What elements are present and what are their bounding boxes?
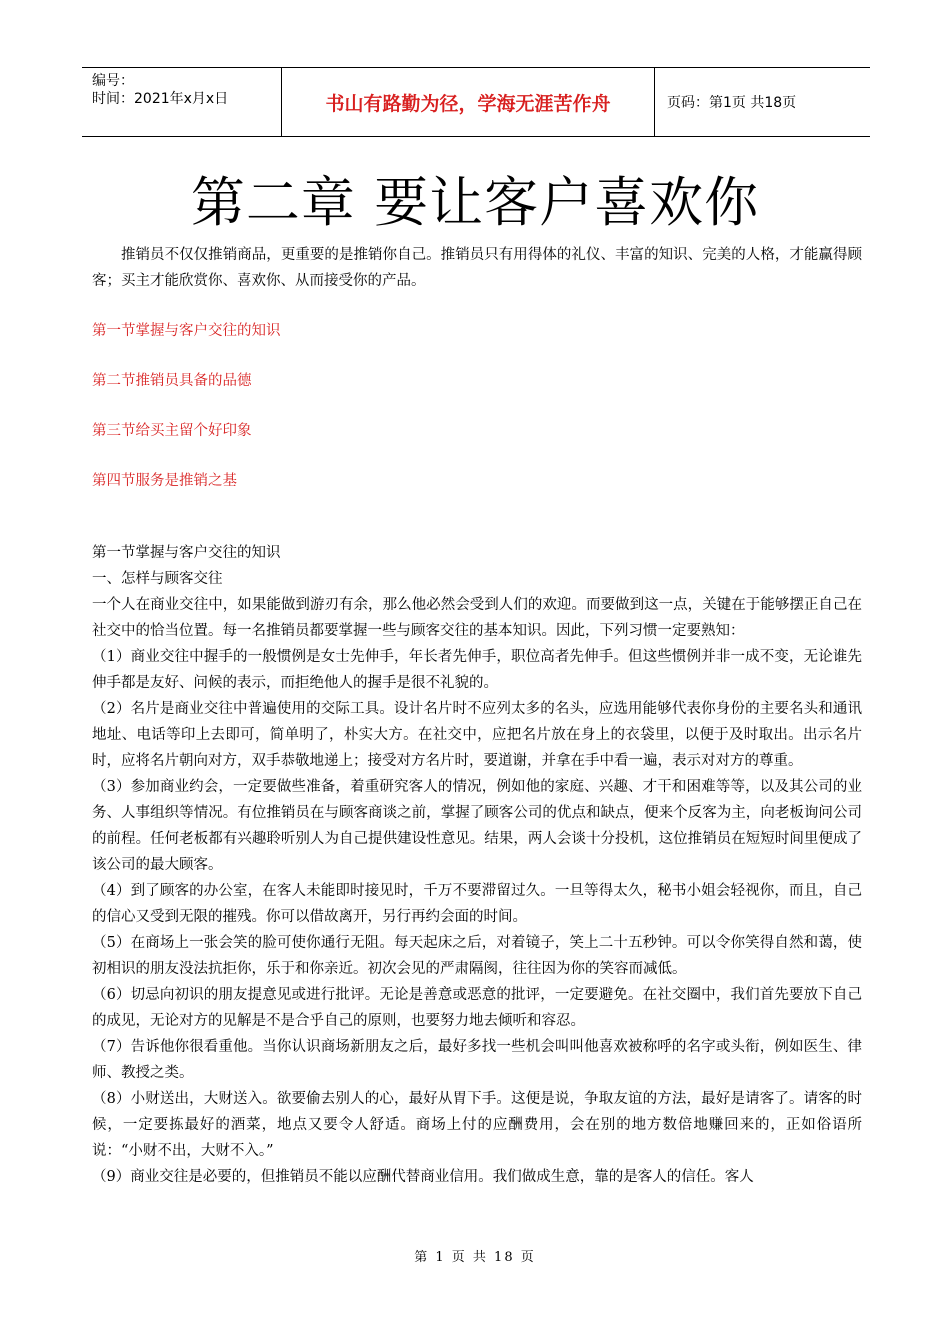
paragraph: （1）商业交往中握手的一般惯例是女士先伸手，年长者先伸手，职位高者先伸手。但这些惯例并非一成不变，无论谁先伸手都是友好、问候的表示，而拒绝他人的握手是很不礼貌的。 bbox=[92, 649, 862, 691]
paragraph: （2）名片是商业交往中普遍使用的交际工具。设计名片时不应列太多的名头，应选用能够代表你身份的主要名头和通讯地址、电话等印上去即可，简单明了，朴实大方。在社交中，应把名片放在身上的衣袋里，以便于及时取出。出示名片时，应将名片朝向对方，双手恭敬地递上；接受对方名片时，要道谢，并拿在手中看一遍，表示对对方的尊重。 bbox=[92, 701, 862, 769]
intro-paragraph: 推销员不仅仅推销商品，更重要的是推销你自己。推销员只有用得体的礼仪、丰富的知识、完美的人格，才能赢得顾客；买主才能欣赏你、喜欢你、从而接受你的产品。 bbox=[92, 247, 862, 289]
page-header bbox=[82, 67, 870, 137]
date-label: 时间：2021年x月x日 bbox=[92, 91, 229, 107]
toc-link-section-3[interactable]: 第三节给买主留个好印象 bbox=[92, 423, 252, 439]
paragraph: （8）小财送出，大财送入。欲要偷去别人的心，最好从胃下手。这便是说，争取友谊的方法，最好是请客了。请客的时候，一定要拣最好的酒菜，地点又要令人舒适。商场上付的应酬费用，会在别的地方数倍地赚回来的，正如俗语所说：“小财不出，大财不入。” bbox=[92, 1091, 862, 1159]
page-footer: 第 1 页 共 18 页 bbox=[414, 1250, 536, 1265]
toc-link-section-2[interactable]: 第二节推销员具备的品德 bbox=[92, 373, 252, 389]
subsection-title: 一、怎样与顾客交往 bbox=[92, 571, 223, 587]
paragraph: （7）告诉他你很看重他。当你认识商场新朋友之后，最好多找一些机会叫叫他喜欢被称呼的名字或头衔，例如医生、律师、教授之类。 bbox=[92, 1039, 862, 1081]
serial-label: 编号： bbox=[92, 73, 134, 89]
header-motto: 书山有路勤为径，学海无涯苦作舟 bbox=[282, 68, 655, 136]
chapter-title: 第二章 要让客户喜欢你 bbox=[190, 171, 760, 234]
paragraph: （4）到了顾客的办公室，在客人未能即时接见时，千万不要滞留过久。一旦等得太久，秘书小姐会轻视你，而且，自己的信心又受到无限的摧残。你可以借故离开，另行再约会面的时间。 bbox=[92, 883, 862, 925]
section-title: 第一节掌握与客户交往的知识 bbox=[92, 545, 281, 561]
paragraph: （6）切忌向初识的朋友提意见或进行批评。无论是善意或恶意的批评，一定要避免。在社交圈中，我们首先要放下自己的成见，无论对方的见解是不是合乎自己的原则，也要努力地去倾听和容忍。 bbox=[92, 987, 862, 1029]
paragraph: （3）参加商业约会，一定要做些准备，着重研究客人的情况，例如他的家庭、兴趣、才干和困难等等，以及其公司的业务、人事组织等情况。有位推销员在与顾客商谈之前，掌握了顾客公司的优点和缺点，便来个反客为主，向老板询问公司的前程。任何老板都有兴趣聆听别人为自己提供建设性意见。结果，两人会谈十分投机，这位推销员在短短时间里便成了该公司的最大顾客。 bbox=[92, 779, 862, 873]
paragraph: （9）商业交往是必要的，但推销员不能以应酬代替商业信用。我们做成生意，靠的是客人的信任。客人 bbox=[92, 1169, 754, 1185]
toc-link-section-4[interactable]: 第四节服务是推销之基 bbox=[92, 473, 237, 489]
main-content bbox=[92, 540, 862, 1190]
paragraph: 一个人在商业交往中，如果能做到游刃有余，那么他必然会受到人们的欢迎。而要做到这一点，关键在于能够摆正自己在社交中的恰当位置。每一名推销员都要掌握一些与顾客交往的基本知识。因此，下列习惯一定要熟知： bbox=[92, 597, 862, 639]
header-page-info: 页码：第1页 共18页 bbox=[667, 95, 797, 111]
header-meta bbox=[82, 68, 282, 136]
paragraph: （5）在商场上一张会笑的脸可使你通行无阻。每天起床之后，对着镜子，笑上二十五秒钟。可以令你笑得自然和蔼，使初相识的朋友没法抗拒你，乐于和你亲近。初次会见的严肃隔阂，往往因为你的笑容而减低。 bbox=[92, 935, 862, 977]
toc-link-section-1[interactable]: 第一节掌握与客户交往的知识 bbox=[92, 323, 281, 339]
